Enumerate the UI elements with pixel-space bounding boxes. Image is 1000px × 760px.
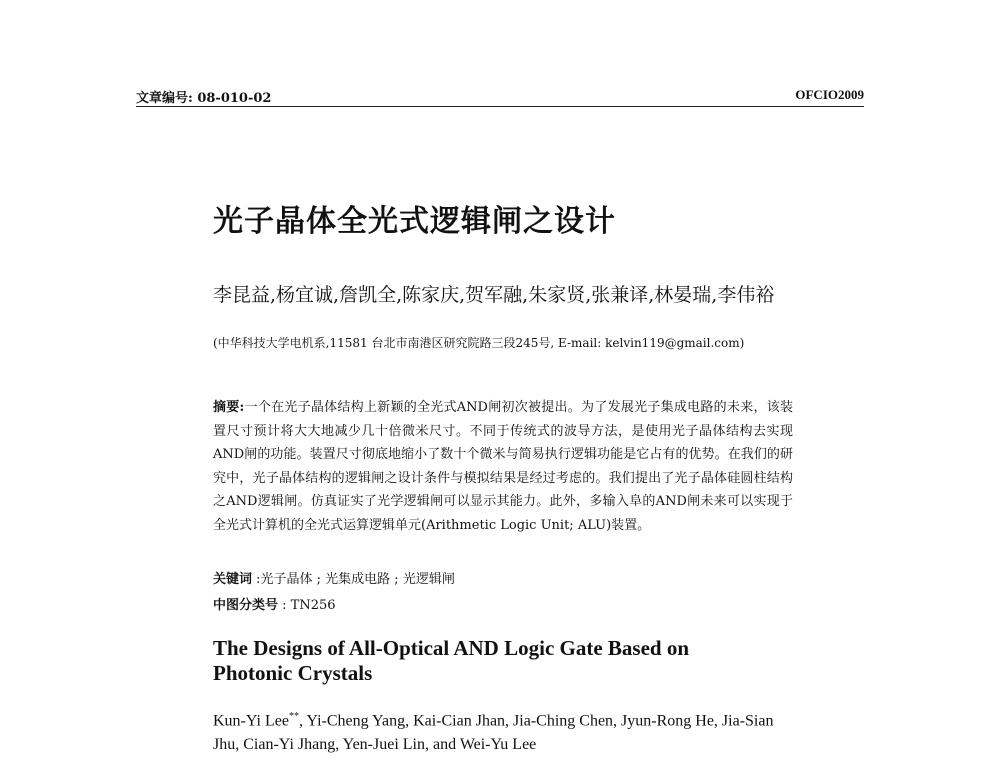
chinese-abstract <box>213 396 793 537</box>
classification-line <box>213 594 793 613</box>
article-number <box>136 87 271 106</box>
english-other-authors: , Yi-Cheng Yang, Kai-Cian Jhan, Jia-Ching Chen, Jyun-Rong He, Jia-Sian Jhu, Cian-Yi Jhang, Yen-Juei Lin, and Wei-Yu Lee <box>213 712 774 754</box>
english-first-author: Kun-Yi Lee <box>213 712 289 730</box>
classification-label: 中图分类号 <box>213 598 279 613</box>
english-title: The Designs of All-Optical AND Logic Gate Based on Photonic Crystals <box>213 636 690 685</box>
english-authors <box>213 705 793 757</box>
chinese-authors: 李昆益,杨宜诚,詹凯全,陈家庆,贺军融,朱家贤,张兼译,林晏瑞,李伟裕 <box>213 284 775 306</box>
keywords-line <box>213 568 793 587</box>
running-header <box>136 86 864 107</box>
article-number-separator: : <box>188 91 198 106</box>
keywords-text: :光子晶体 ; 光集成电路 ; 光逻辑闸 <box>252 572 455 587</box>
article-number-value: 08-010-02 <box>197 91 272 106</box>
chinese-affiliation: (中华科技大学电机系,11581 台北市南港区研究院路三段245号, E-mail: kelvin119@gmail.com) <box>213 336 745 350</box>
abstract-label: 摘要: <box>213 400 245 415</box>
chinese-title: 光子晶体全光式逻辑闸之设计 <box>213 204 616 239</box>
corresponding-author-mark: ** <box>288 711 299 722</box>
classification-text: : TN256 <box>278 598 336 613</box>
article-number-label: 文章编号 <box>136 91 189 106</box>
conference-name: OFCIO2009 <box>795 87 864 102</box>
keywords-label: 关键词 <box>213 572 253 587</box>
abstract-text: 一个在光子晶体结构上新颖的全光式AND闸初次被提出。为了发展光子集成电路的未来，该装置尺寸预计将大大地减少几十倍微米尺寸。不同于传统式的波导方法，是使用光子晶体结构去实现AND闸的功能。装置尺寸彻底地缩小了数十个微米与简易执行逻辑功能是它占有的优势。在我们的研究中，光子晶体结构的逻辑闸之设计条件与模拟结果是经过考虑的。我们提出了光子晶体硅圆柱结构之AND逻辑闸。仿真证实了光学逻辑闸可以显示其能力。此外，多输入阜的AND闸未来可以实现于全光式计算机的全光式运算逻辑单元(Arithmetic Logic Unit; ALU)装置。 <box>213 400 793 533</box>
